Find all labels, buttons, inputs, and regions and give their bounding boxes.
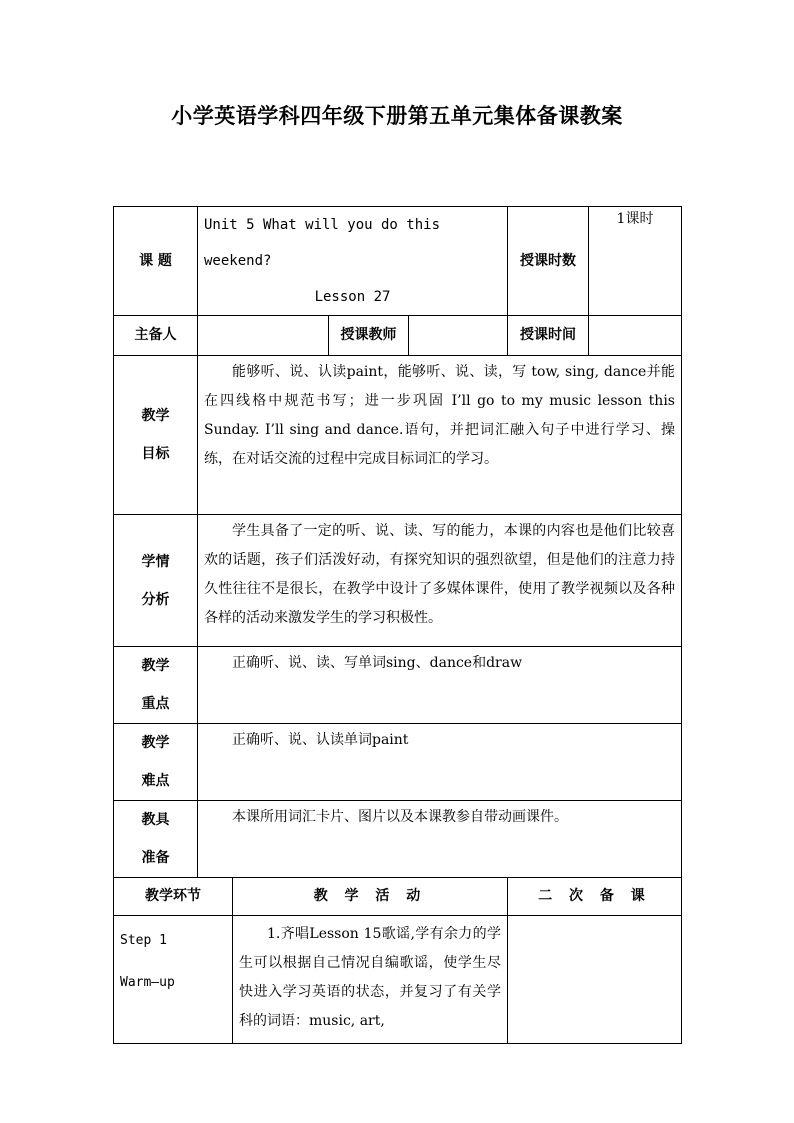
objectives-label: 教学 目标 bbox=[114, 356, 198, 515]
phase-header: 教学环节 bbox=[114, 878, 233, 916]
materials-row bbox=[114, 801, 682, 878]
analysis-row bbox=[114, 515, 682, 647]
step-row bbox=[114, 916, 682, 1044]
activity-header: 教 学 活 动 bbox=[233, 878, 508, 916]
analysis-label: 学情 分析 bbox=[114, 515, 198, 647]
activity-header-row bbox=[114, 878, 682, 916]
lead-value bbox=[198, 316, 329, 356]
objectives-text: 能够听、说、认读paint，能够听、说、读，写 tow, sing, dance并能在四线格中规范书写；进一步巩固 I’ll go to my music lesson this Sunday. I’ll sing and dance.语句，并把词汇融入句子中进行学习、操练，在对话交流的过程中完成目标词汇的学习。 bbox=[198, 356, 682, 515]
teacher-label: 授课教师 bbox=[329, 316, 409, 356]
step-name: Warm—up bbox=[120, 975, 175, 990]
topic-label: 课 题 bbox=[114, 207, 198, 316]
key-points-label: 教学 重点 bbox=[114, 647, 198, 724]
topic-value bbox=[198, 207, 508, 316]
staff-row bbox=[114, 316, 682, 356]
difficulties-row bbox=[114, 724, 682, 801]
analysis-text: 学生具备了一定的听、说、读、写的能力，本课的内容也是他们比较喜欢的话题，孩子们活泼好动，有探究知识的强烈欲望，但是他们的注意力持久性往往不是很长，在教学中设计了多媒体课件，使用了教学视频以及各种各样的活动来激发学生的学习积极性。 bbox=[198, 515, 682, 647]
lesson-plan-table bbox=[113, 206, 682, 1044]
topic-row bbox=[114, 207, 682, 316]
time-label: 授课时间 bbox=[508, 316, 589, 356]
difficulties-label: 教学 难点 bbox=[114, 724, 198, 801]
objectives-row bbox=[114, 356, 682, 515]
step-notes bbox=[508, 916, 682, 1044]
time-value bbox=[589, 316, 682, 356]
unit-title: Unit 5 What will you do this weekend? bbox=[204, 217, 441, 269]
lead-label: 主备人 bbox=[114, 316, 198, 356]
teacher-value bbox=[409, 316, 508, 356]
lesson-number: Lesson 27 bbox=[314, 289, 391, 305]
difficulties-text: 正确听、说、认读单词paint bbox=[198, 724, 682, 801]
hours-value: 1课时 bbox=[589, 207, 682, 316]
second-prep-header: 二 次 备 课 bbox=[508, 878, 682, 916]
hours-label: 授课时数 bbox=[508, 207, 589, 316]
step-number: Step 1 bbox=[120, 933, 167, 948]
key-points-row bbox=[114, 647, 682, 724]
materials-label: 教具 准备 bbox=[114, 801, 198, 878]
key-points-text: 正确听、说、读、写单词sing、dance和draw bbox=[198, 647, 682, 724]
step-activity: 1.齐唱Lesson 15歌谣,学有余力的学生可以根据自己情况自编歌谣，使学生尽快进入学习英语的状态，并复习了有关学科的词语：music, art, bbox=[233, 916, 508, 1044]
step-phase bbox=[114, 916, 233, 1044]
page-title: 小学英语学科四年级下册第五单元集体备课教案 bbox=[171, 104, 623, 128]
materials-text: 本课所用词汇卡片、图片以及本课教参自带动画课件。 bbox=[198, 801, 682, 878]
